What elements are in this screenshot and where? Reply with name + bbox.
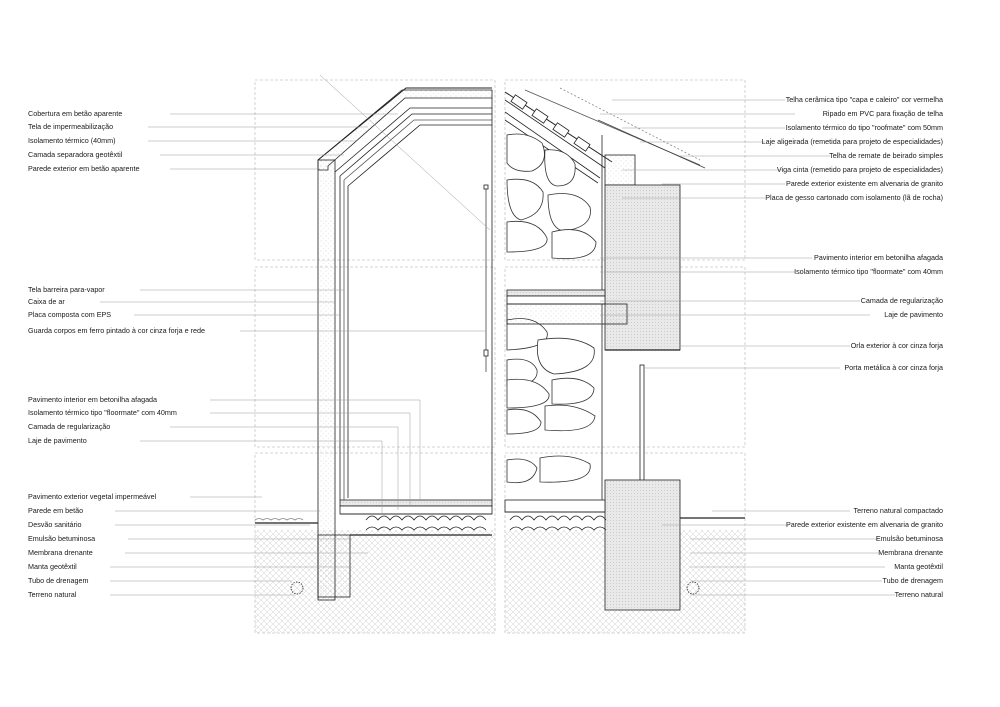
label-placa-composta: Placa composta com EPS	[28, 310, 112, 319]
label-camada-separadora: Camada separadora geotêxtil	[28, 150, 123, 159]
label-placa-gesso: Placa de gesso cartonado com isolamento (lã de rocha)	[765, 193, 943, 202]
label-camada-regularizacao-r: Camada de regularização	[860, 296, 943, 305]
label-isolamento-termico: Isolamento térmico (40mm)	[28, 136, 116, 145]
label-isolamento-floormate-r: Isolamento térmico tipo "floormate" com 40mm	[794, 267, 943, 276]
label-terreno-natural-r: Terreno natural	[894, 590, 943, 599]
label-parede-betao: Parede em betão	[28, 506, 84, 515]
label-tela-impermeabilizacao: Tela de impermeabilização	[28, 122, 114, 131]
label-membrana-drenante-r: Membrana drenante	[878, 548, 943, 557]
label-pavimento-interior-r: Pavimento interior em betonilha afagada	[813, 253, 943, 262]
label-telha-ceramica: Telha cerâmica tipo "capa e caleiro" cor vermelha	[785, 95, 943, 104]
label-parede-granito-bottom: Parede exterior existente em alvenaria de granito	[785, 520, 943, 529]
label-pavimento-exterior: Pavimento exterior vegetal impermeável	[28, 492, 157, 501]
label-tubo-drenagem: Tubo de drenagem	[28, 576, 89, 585]
label-telha-remate: Telha de remate de beirado simples	[829, 151, 943, 160]
label-camada-regularizacao: Camada de regularização	[28, 422, 111, 431]
label-emulsao-betuminosa-r: Emulsão betuminosa	[875, 534, 943, 543]
label-parede-exterior-betao: Parede exterior em betão aparente	[28, 164, 140, 173]
label-terreno-compactado: Terreno natural compactado	[853, 506, 943, 515]
label-cobertura: Cobertura em betão aparente	[28, 109, 123, 118]
label-membrana-drenante: Membrana drenante	[28, 548, 93, 557]
label-laje-aligeirada: Laje aligeirada (remetida para projeto de especialidades)	[761, 137, 943, 146]
label-parede-granito-top: Parede exterior existente em alvenaria de granito	[785, 179, 943, 188]
label-tela-barreira: Tela barreira para-vapor	[28, 285, 105, 294]
label-isolamento-floormate: Isolamento térmico tipo "floormate" com 40mm	[28, 408, 177, 417]
label-porta-metalica: Porta metálica à cor cinza forja	[844, 363, 943, 372]
label-orla-exterior: Orla exterior à cor cinza forja	[850, 341, 943, 350]
label-manta-geotextil: Manta geotêxtil	[28, 562, 77, 571]
label-ripado-pvc: Ripado em PVC para fixação de telha	[822, 109, 943, 118]
label-desvao-sanitario: Desvão sanitário	[28, 520, 82, 529]
label-viga-cinta: Viga cinta (remetido para projeto de especialidades)	[776, 165, 943, 174]
label-pavimento-interior: Pavimento interior em betonilha afagada	[28, 395, 158, 404]
label-isolamento-roofmate: Isolamento térmico do tipo "roofmate" com 50mm	[785, 123, 943, 132]
label-emulsao-betuminosa: Emulsão betuminosa	[28, 534, 96, 543]
label-laje-pavimento-r: Laje de pavimento	[884, 310, 943, 319]
label-caixa-ar: Caixa de ar	[28, 297, 65, 306]
label-guarda-corpos: Guarda corpos em ferro pintado à cor cinza forja e rede	[28, 326, 205, 335]
label-terreno-natural: Terreno natural	[28, 590, 77, 599]
left-section	[255, 75, 492, 600]
label-laje-pavimento: Laje de pavimento	[28, 436, 87, 445]
label-manta-geotextil-r: Manta geotêxtil	[894, 562, 943, 571]
label-tubo-drenagem-r: Tubo de drenagem	[882, 576, 943, 585]
